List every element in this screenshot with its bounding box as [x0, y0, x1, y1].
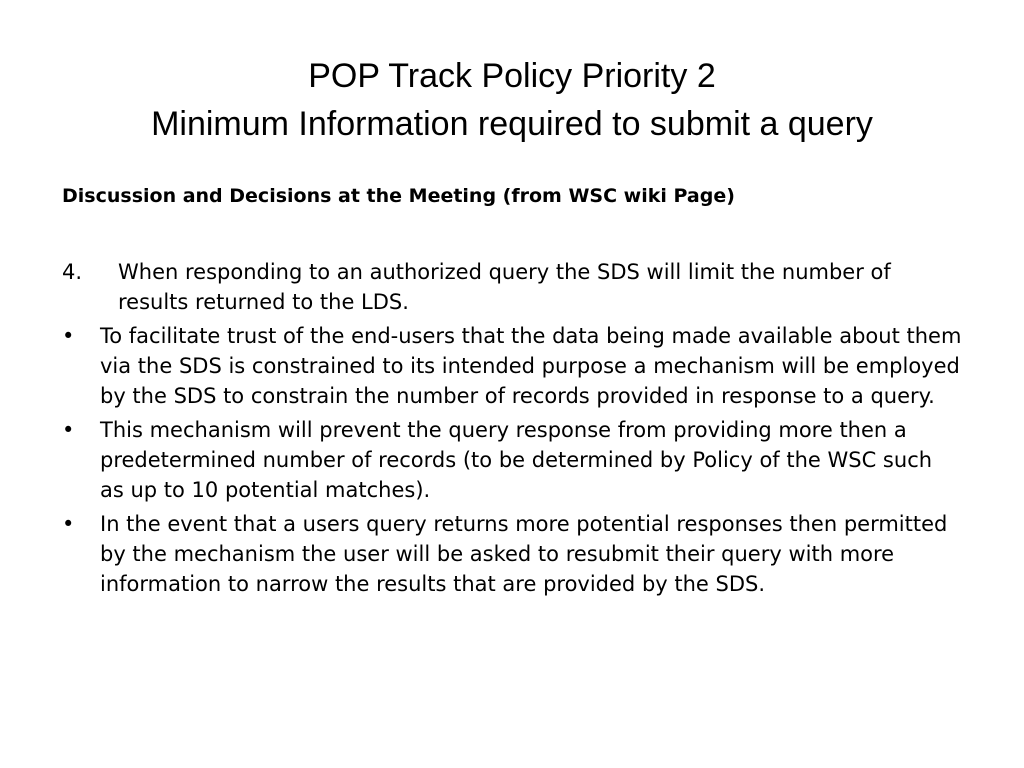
slide-title-line-2: Minimum Information required to submit a query — [151, 105, 873, 143]
list-item-bullet — [62, 509, 962, 599]
list-item-numbered-4 — [62, 257, 962, 317]
list-item-text: In the event that a users query returns more potential responses then permitted by the mechanism the user will be asked to resubmit their query with more information to narrow the results that are provided by the SDS. — [100, 512, 948, 596]
slide-title-line-1: POP Track Policy Priority 2 — [308, 57, 716, 95]
bullet-icon: • — [62, 324, 75, 348]
slide-body — [62, 180, 962, 603]
list-item-text: To facilitate trust of the end-users that the data being made available about them via the SDS is constrained to its intended purpose a mechanism will be employed by the SDS to constrain the number of records provided in response to a query. — [100, 324, 962, 408]
bullet-icon: • — [62, 512, 75, 536]
list-item-bullet — [62, 415, 962, 505]
list-item-text: This mechanism will prevent the query response from providing more then a predetermined number of records (to be determined by Policy of the WSC such as up to 10 potential matches). — [100, 418, 933, 502]
section-subheading: Discussion and Decisions at the Meeting (from WSC wiki Page) — [62, 185, 735, 207]
list-item-bullet — [62, 321, 962, 411]
list-item-text: When responding to an authorized query the SDS will limit the number of results returned to the LDS. — [118, 260, 891, 314]
list-number: 4. — [62, 260, 83, 284]
bullet-icon: • — [62, 418, 75, 442]
slide-title — [40, 52, 984, 148]
